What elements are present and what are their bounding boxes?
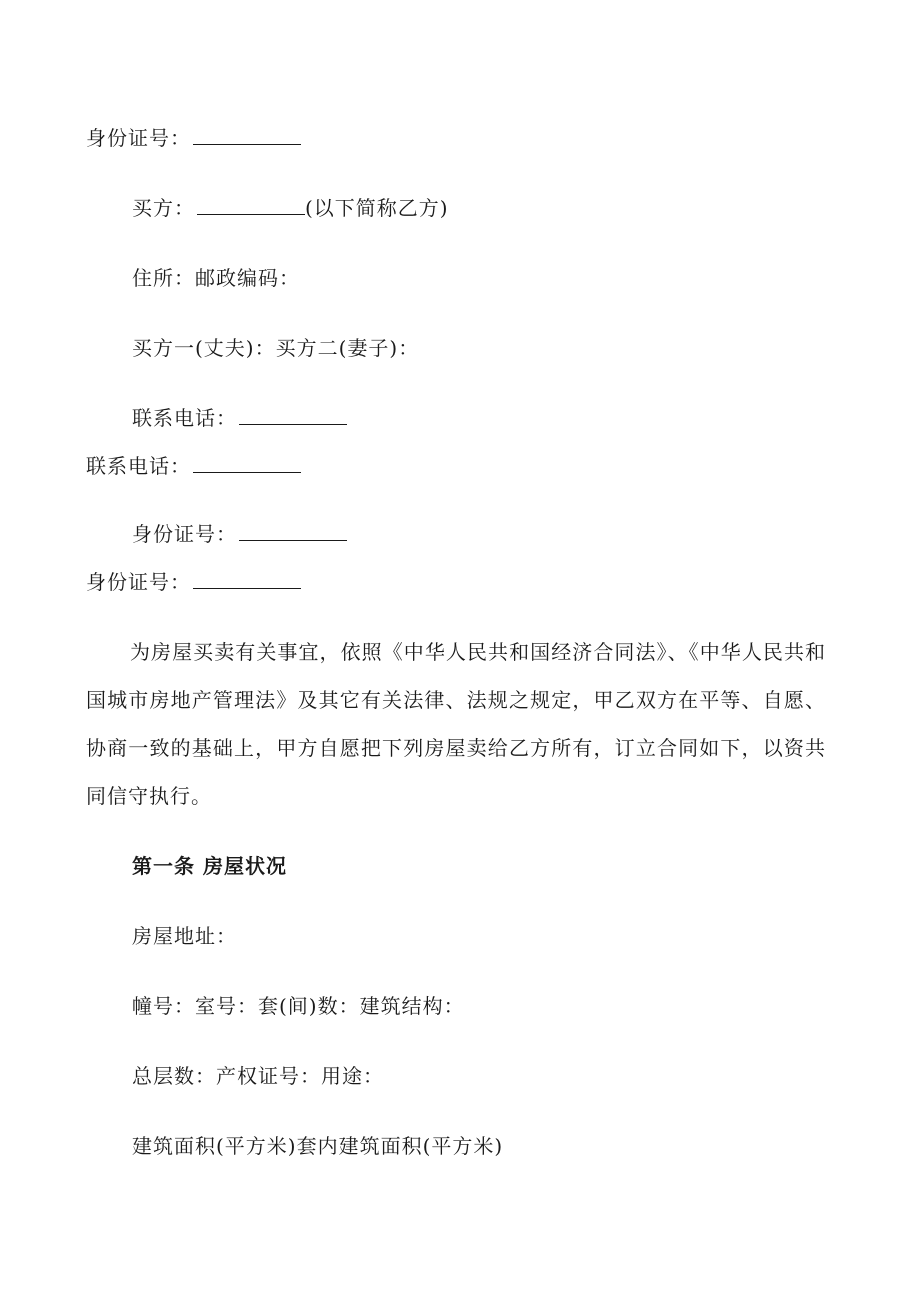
- buyer-phone1-line: [132, 406, 347, 430]
- seller-id-blank[interactable]: [193, 128, 301, 145]
- buyer-id1-blank[interactable]: [239, 524, 347, 541]
- seller-id-line: [86, 126, 301, 150]
- buyer-id2-blank[interactable]: [193, 572, 301, 589]
- buyer-label: 买方：: [132, 196, 195, 220]
- area-line: 建筑面积(平方米)套内建筑面积(平方米): [132, 1134, 504, 1158]
- buyer-name-blank[interactable]: [197, 198, 305, 215]
- buyer-address-line: 住所：邮政编码：: [132, 266, 300, 290]
- buyer-phone2-line: [86, 454, 301, 478]
- building-line: 幢号：室号：套(间)数：建筑结构：: [132, 994, 465, 1018]
- buyer-id1-label: 身份证号：: [132, 522, 237, 546]
- seller-id-label: 身份证号：: [86, 126, 191, 150]
- buyer-phone1-blank[interactable]: [239, 408, 347, 425]
- buyer-id2-line: [86, 570, 301, 594]
- article1-title: 第一条 房屋状况: [132, 854, 287, 878]
- preamble-paragraph: 为房屋买卖有关事宜，依照《中华人民共和国经济合同法》、《中华人民共和国城市房地产管理法》及其它有关法律、法规之规定，甲乙双方在平等、自愿、协商一致的基础上，甲方自愿把下列房屋卖给乙方所有，订立合同如下，以资共同信守执行。: [86, 640, 826, 808]
- buyer-names-line: 买方一(丈夫)：买方二(妻子)：: [132, 336, 420, 360]
- buyer-suffix: (以下简称乙方): [305, 196, 449, 220]
- buyer-line: [132, 196, 449, 220]
- floors-line: 总层数：产权证号：用途：: [132, 1064, 384, 1088]
- house-address-line: 房屋地址：: [132, 924, 237, 948]
- buyer-phone1-label: 联系电话：: [132, 406, 237, 430]
- buyer-phone2-blank[interactable]: [193, 456, 301, 473]
- buyer-id1-line: [132, 522, 347, 546]
- buyer-id2-label: 身份证号：: [86, 570, 191, 594]
- buyer-phone2-label: 联系电话：: [86, 454, 191, 478]
